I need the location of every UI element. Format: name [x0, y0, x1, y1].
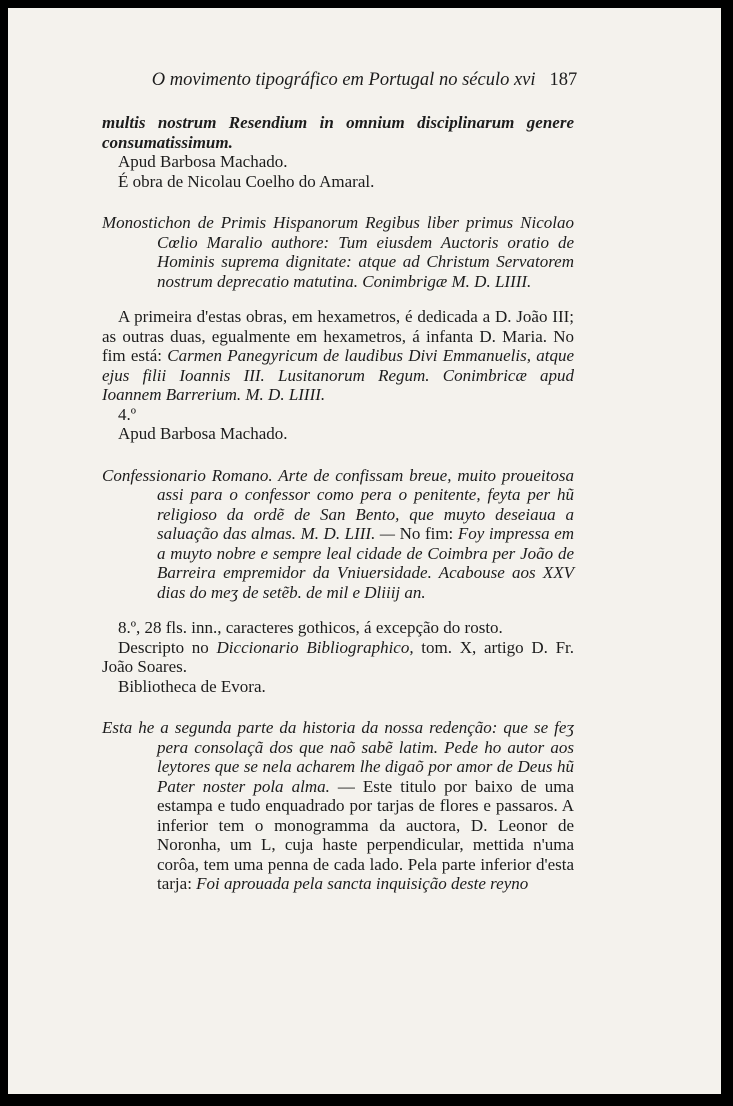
entry-title-monostichon: Monostichon de Primis Hispanorum Regibus liber primus Nicolao Cœlio Maralio authore: Tum eiusdem Auctoris oratio de Hominis suprema dignitate: atque ad Christum Servatorem nostrum deprecatio matutina. Conimbrigæ M. D. LIIII. — [102, 213, 574, 291]
author-note: É obra de Nicolau Coelho do Amaral. — [118, 171, 375, 191]
entry-description-monostichon — [102, 307, 574, 405]
colophon-quote: Foy impressa em a muyto nobre e sempre leal cidade de Coimbra per João de Barreira empremidor da Vniuersidade. Acabouse aos XXV dias do meʒ de setẽb. de mil e Dliiij an. — [157, 524, 575, 602]
reference-text: tom. X, artigo D. Fr. João Soares. — [102, 637, 574, 676]
inscription-quote: Foi aprouada pela sancta inquisição deste reyno — [196, 874, 529, 893]
source-note: Apud Barbosa Machado. — [118, 152, 288, 171]
running-header — [8, 70, 721, 91]
description-text: A primeira d'estas obras, em hexametros, é dedicada a D. João III; as outras duas, egualmente em hexametros, á infanta D. Maria. No fim está: — [102, 307, 574, 365]
source-note: Apud Barbosa Machado. — [118, 424, 288, 443]
library-note: Bibliotheca de Evora. — [118, 676, 266, 696]
colophon-quote: Carmen Panegyricum de laudibus Divi Emmanuelis, atque ejus filii Ioannis III. Lusitanorum Regum. Conimbricæ apud Ioannem Barrerium. M. D. LIIII. — [102, 346, 574, 404]
title-text: Esta he a segunda parte da historia da nossa redenção: que se feʒ pera consolaçã dos que naõ sabẽ latim. Pede ho autor aos leytores que se nela acharem lhe digaõ por amor de Deus hũ Pater noster pola alma. — [102, 718, 574, 796]
format-note: 4.º — [118, 404, 137, 424]
page-body — [102, 113, 574, 894]
header-title: O movimento tipográfico em Portugal no século xvi — [151, 70, 536, 90]
entry-title-confessionario — [102, 466, 574, 603]
description-text: — Este titulo por baixo de uma estampa e tudo enquadrado por tarjas de flores e passaros. A inferior tem o monogramma da auctora, D. Leonor de Noronha, um L, cuja haste perpendicular, mettida n'uma corôa, tem uma penna de cada lado. Pela parte inferior d'esta tarja: — [157, 776, 575, 893]
reference-title: Diccionario Bibliographico, — [216, 637, 414, 657]
entry-continuation: multis nostrum Resendium in omnium disciplinarum genere consumatissimum. — [102, 113, 574, 152]
entry-title-historia — [102, 718, 574, 894]
reference-text: Descripto no — [118, 637, 217, 657]
format-note: 8.º, 28 fls. inn., caracteres gothicos, á excepção do rosto. — [118, 618, 503, 637]
title-text: Confessionario Romano. Arte de confissam breue, muito proueitosa assi para o confessor como pera o penitente, feyta per hũ religioso da ordẽ de San Bento, que muyto deseiaua a saluação das almas. M. D. LIII. — — [102, 465, 574, 543]
reference-note — [102, 638, 574, 677]
no-fim-label: No fim: — [395, 524, 458, 543]
book-page — [8, 8, 721, 1094]
page-number: 187 — [549, 70, 578, 90]
